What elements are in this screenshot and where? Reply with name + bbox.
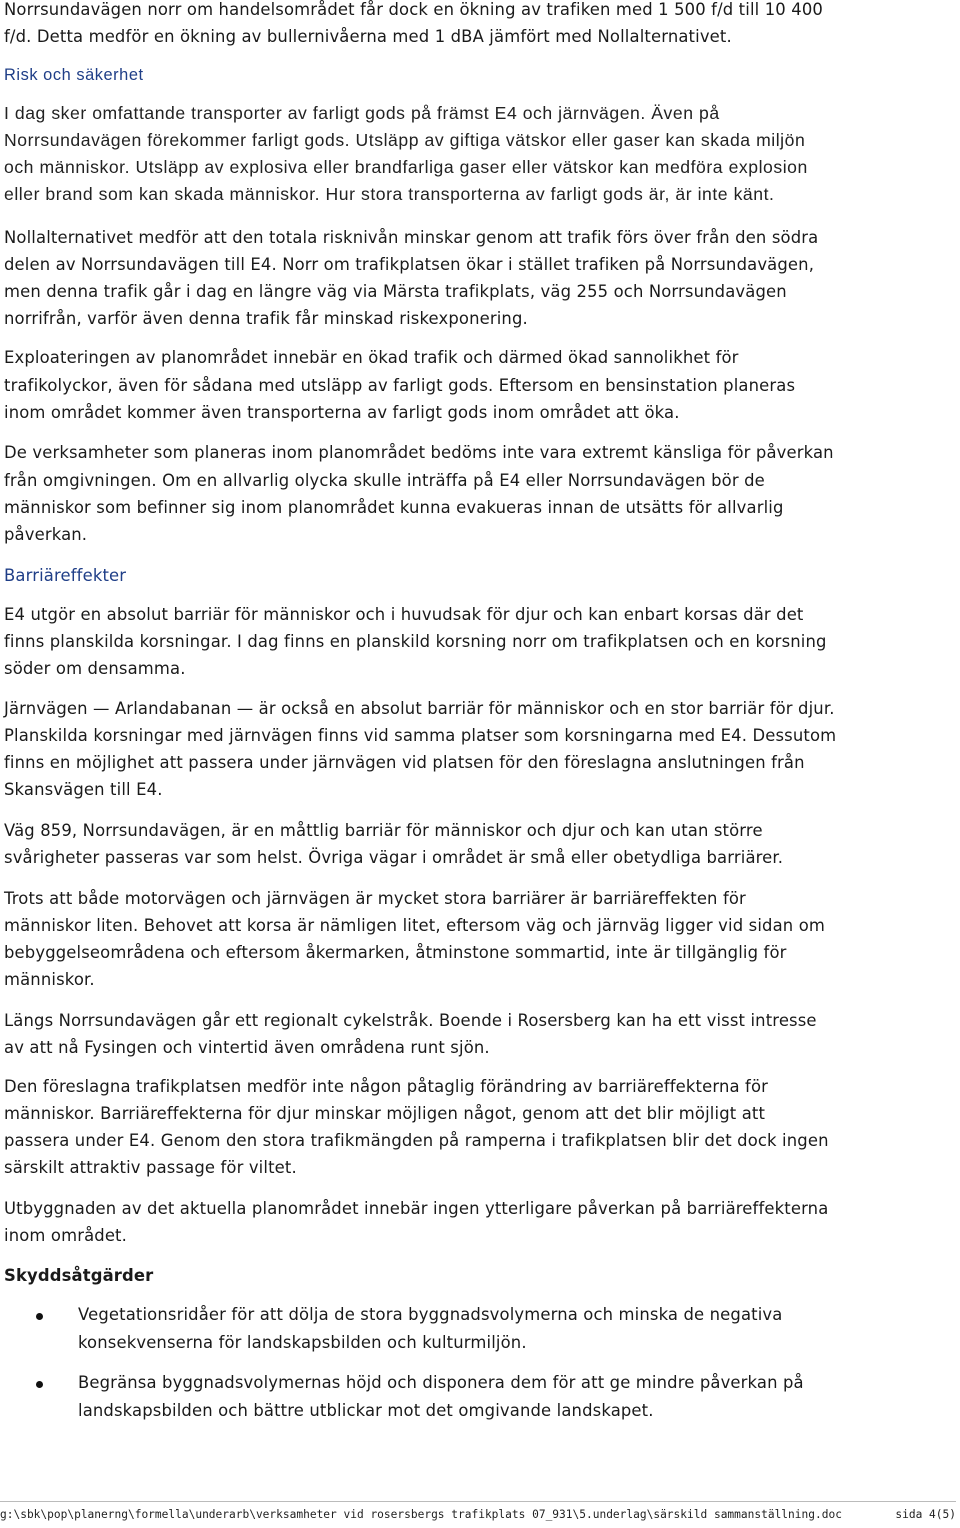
- text-line: Väg 859, Norrsundavägen, är en måttlig barriär för människor och djur och kan utan större: [4, 821, 763, 840]
- text-line: söder om densamma.: [4, 659, 186, 678]
- text-line: De verksamheter som planeras inom planområdet bedöms inte vara extremt känsliga för påverkan: [4, 443, 834, 462]
- footer-file-path: g:\sbk\pop\planerng\formella\underarb\verksamheter vid rosersbergs trafikplats 07_931\5.underlag\särskild sammanställning.doc: [0, 1508, 842, 1521]
- text-line: eller brand som kan skada människor. Hur stora transporterna av farligt gods är, är inte känt.: [4, 184, 775, 204]
- footer-divider: [0, 1501, 956, 1502]
- list-item-text: konsekvenserna för landskapsbilden och kulturmiljön.: [78, 1333, 527, 1352]
- text-line: men denna trafik går i dag en längre väg via Märsta trafikplats, väg 255 och Norrsundavägen: [4, 282, 787, 301]
- text-line: finns planskilda korsningar. I dag finns en planskild korsning norr om trafikplatsen och en korsning: [4, 632, 827, 651]
- text-line: delen av Norrsundavägen till E4. Norr om trafikplatsen ökar i stället trafiken på Norrsundavägen,: [4, 255, 815, 274]
- text-line: inom området.: [4, 1226, 127, 1245]
- text-line: Den föreslagna trafikplatsen medför inte någon påtaglig förändring av barriäreffekterna för: [4, 1077, 769, 1096]
- text-line: E4 utgör en absolut barriär för människor och i huvudsak för djur och kan enbart korsas där det: [4, 605, 804, 624]
- bullet-icon: [36, 1381, 43, 1388]
- section-heading-protection: Skyddsåtgärder: [4, 1266, 154, 1285]
- text-line: Järnvägen — Arlandabanan — är också en absolut barriär för människor och en stor barriär för djur.: [4, 699, 835, 718]
- text-line: Exploateringen av planområdet innebär en ökad trafik och därmed ökad sannolikhet för: [4, 348, 739, 367]
- text-line: f/d. Detta medför en ökning av bullernivåerna med 1 dBA jämfört med Nollalternativet.: [4, 27, 732, 46]
- text-line: Planskilda korsningar med järnvägen finns vid samma platser som korsningarna med E4. Dessutom: [4, 726, 837, 745]
- text-line: från omgivningen. Om en allvarlig olycka skulle inträffa på E4 eller Norrsundavägen bör de: [4, 471, 765, 490]
- text-line: svårigheter passeras var som helst. Övriga vägar i området är små eller obetydliga barriärer.: [4, 848, 784, 867]
- list-item-text: Vegetationsridåer för att dölja de stora byggnadsvolymerna och minska de negativa: [78, 1305, 783, 1324]
- list-item-text: Begränsa byggnadsvolymernas höjd och disponera dem för att ge mindre påverkan på: [78, 1373, 804, 1392]
- text-line: Norrsundavägen norr om handelsområdet får dock en ökning av trafiken med 1 500 f/d till 10 400: [4, 0, 823, 19]
- text-line: I dag sker omfattande transporter av farligt gods på främst E4 och järnvägen. Även på: [4, 103, 720, 123]
- list-item-text: landskapsbilden och bättre utblickar mot det omgivande landskapet.: [78, 1401, 654, 1420]
- text-line: Trots att både motorvägen och järnvägen är mycket stora barriärer är barriäreffekten för: [4, 889, 746, 908]
- text-line: trafikolyckor, även för sådana med utsläpp av farligt gods. Eftersom en bensinstation planeras: [4, 376, 796, 395]
- text-line: påverkan.: [4, 525, 88, 544]
- text-line: Norrsundavägen förekommer farligt gods. Utsläpp av giftiga vätskor eller gaser kan skada miljön: [4, 130, 806, 150]
- text-line: människor som befinner sig inom planområdet kunna evakueras innan de utsätts för allvarlig: [4, 498, 784, 517]
- text-line: Skansvägen till E4.: [4, 780, 163, 799]
- text-line: människor.: [4, 970, 95, 989]
- text-line: finns en möjlighet att passera under järnvägen vid platsen för den föreslagna anslutningen från: [4, 753, 805, 772]
- bullet-icon: [36, 1313, 43, 1320]
- text-line: och människor. Utsläpp av explosiva eller brandfarliga gaser eller vätskor kan medföra explosion: [4, 157, 808, 177]
- text-line: passera under E4. Genom den stora trafikmängden på ramperna i trafikplatsen blir det dock ingen: [4, 1131, 829, 1150]
- text-line: norrifrån, varför även denna trafik får minskad riskexponering.: [4, 309, 528, 328]
- text-line: särskilt attraktiv passage för viltet.: [4, 1158, 297, 1177]
- text-line: inom området kommer även transporterna av farligt gods inom området att öka.: [4, 403, 680, 422]
- text-line: Längs Norrsundavägen går ett regionalt cykelstråk. Boende i Rosersberg kan ha ett visst intresse: [4, 1011, 817, 1030]
- footer-page-number: sida 4(5): [895, 1508, 956, 1521]
- section-heading-barriers: Barriäreffekter: [4, 566, 127, 585]
- text-line: människor. Barriäreffekterna för djur minskar möjligen något, genom att det blir möjligt att: [4, 1104, 766, 1123]
- text-line: Nollalternativet medför att den totala risknivån minskar genom att trafik förs över från den södra: [4, 228, 819, 247]
- text-line: av att nå Fysingen och vintertid även områdena runt sjön.: [4, 1038, 490, 1057]
- text-line: Utbyggnaden av det aktuella planområdet innebär ingen ytterligare påverkan på barriäreffekterna: [4, 1199, 829, 1218]
- text-line: bebyggelseområdena och eftersom åkermarken, åtminstone sommartid, inte är tillgänglig för: [4, 943, 787, 962]
- text-line: människor liten. Behovet att korsa är nämligen litet, eftersom väg och järnväg ligger vid sidan om: [4, 916, 825, 935]
- section-heading-risk: Risk och säkerhet: [4, 66, 144, 84]
